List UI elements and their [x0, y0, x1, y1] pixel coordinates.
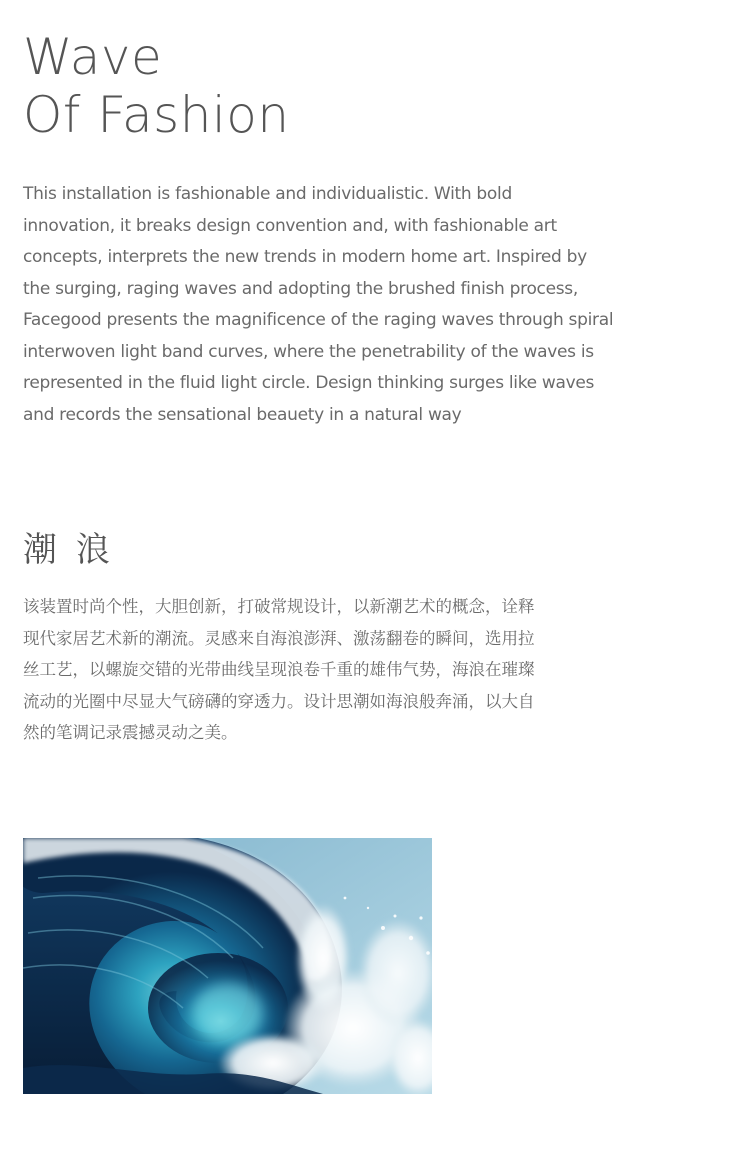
english-line: represented in the fluid light circle. Design thinking surges like waves — [23, 373, 595, 393]
chinese-title: 潮 浪 — [23, 530, 114, 570]
tube-glow — [193, 983, 263, 1043]
title-line-2: Of Fashion — [23, 86, 290, 144]
english-line: and records the sensational beauety in a natural way — [23, 404, 462, 425]
english-line: the surging, raging waves and adopting the brushed finish process, — [23, 278, 578, 299]
chinese-line: 流动的光圈中尽显大气磅礴的穿透力。设计思潮如海浪般奔涌，以大自 — [23, 691, 535, 711]
english-line: concepts, interprets the new trends in modern home art. Inspired by — [23, 247, 587, 267]
english-line: This installation is fashionable and individualistic. With bold — [23, 184, 512, 204]
title-line-1: Wave — [23, 28, 163, 86]
page-title — [23, 28, 290, 144]
chinese-line: 现代家居艺术新的潮流。灵感来自海浪澎湃、激荡翻卷的瞬间，选用拉 — [23, 628, 535, 648]
english-description — [23, 179, 673, 431]
chinese-line: 丝工艺，以螺旋交错的光带曲线呈现浪卷千重的雄伟气势，海浪在璀璨 — [23, 660, 535, 679]
wave-photo — [23, 838, 432, 1094]
chinese-description — [23, 591, 593, 749]
english-line: Facegood presents the magnificence of the raging waves through spiral — [23, 310, 614, 330]
english-line: interwoven light band curves, where the penetrability of the waves is — [23, 341, 594, 362]
english-line: innovation, it breaks design convention and, with fashionable art — [23, 215, 557, 236]
chinese-line: 然的笔调记录震撼灵动之美。 — [23, 723, 238, 742]
chinese-line: 该装置时尚个性，大胆创新，打破常规设计，以新潮艺术的概念，诠释 — [23, 597, 535, 616]
